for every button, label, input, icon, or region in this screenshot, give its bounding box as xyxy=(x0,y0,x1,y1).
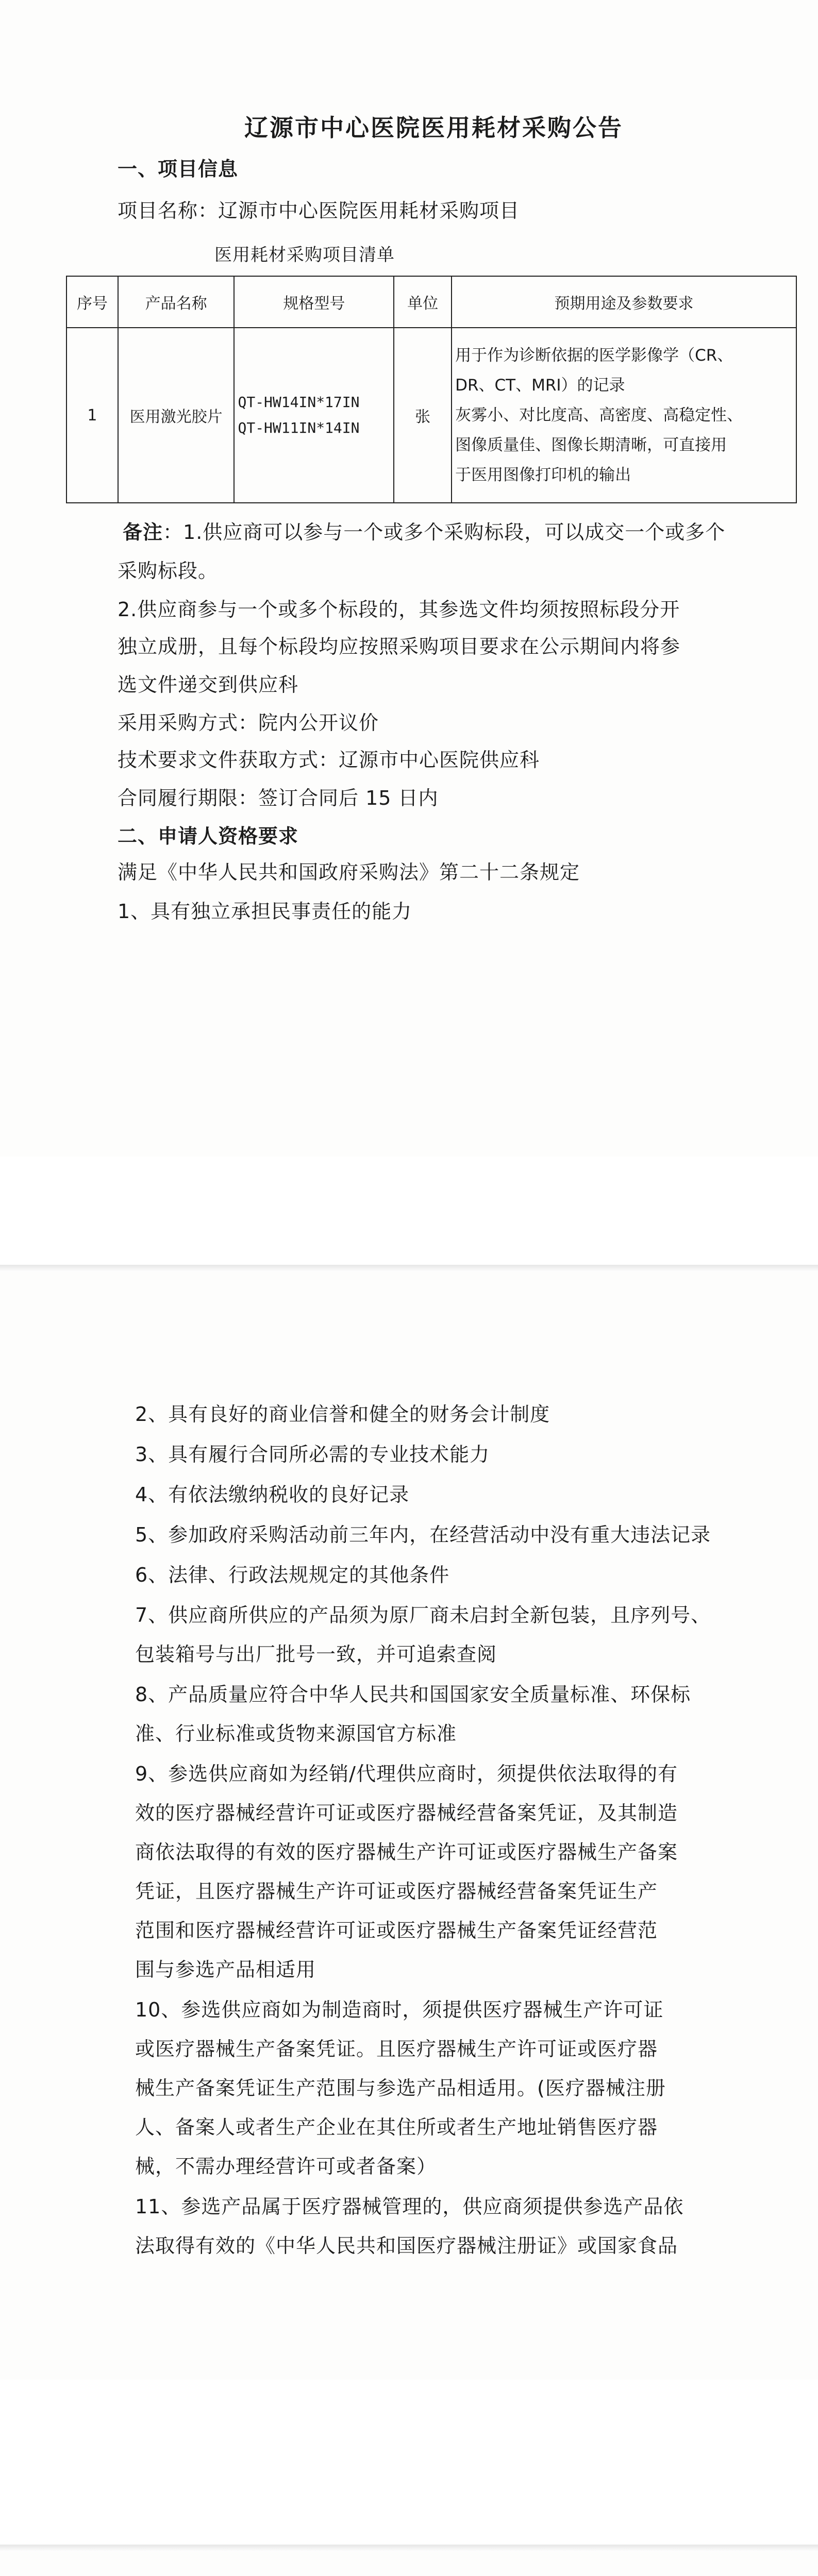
page-edge-2 xyxy=(0,1265,818,1272)
requirement-7-line-1: 7、供应商所供应的产品须为原厂商未启封全新包装，且序列号、 xyxy=(135,1604,711,1626)
cell-spec xyxy=(234,328,394,503)
page-gap-1 xyxy=(0,1157,818,1265)
section-2-intro: 满足《中华人民共和国政府采购法》第二十二条规定 xyxy=(118,861,580,884)
requirement-6: 6、法律、行政法规规定的其他条件 xyxy=(135,1564,450,1586)
spec-2: QT-HW11IN*14IN xyxy=(238,419,360,436)
cell-desc xyxy=(452,328,796,503)
requirement-8-line-1: 8、产品质量应符合中华人民共和国国家安全质量标准、环保标 xyxy=(135,1683,691,1706)
requirement-7-line-2: 包装箱号与出厂批号一致，并可追索查阅 xyxy=(135,1643,497,1666)
procurement-method: 采用采购方式：院内公开议价 xyxy=(118,711,379,734)
requirement-10-line-5: 械，不需办理经营许可或者备案） xyxy=(135,2155,437,2178)
desc-line-4: 图像质量佳、图像长期清晰，可直接用 xyxy=(455,436,727,454)
note-label: 备注 xyxy=(123,521,163,544)
header-unit: 单位 xyxy=(394,276,452,328)
requirement-9-line-3: 商依法取得的有效的医疗器械生产许可证或医疗器械生产备案 xyxy=(135,1841,678,1863)
requirement-9-line-2: 效的医疗器械经营许可证或医疗器械经营备案凭证，及其制造 xyxy=(135,1802,678,1824)
desc-line-2: DR、CT、MRI）的记录 xyxy=(455,376,625,395)
requirement-2: 2、具有良好的商业信誉和健全的财务会计制度 xyxy=(135,1403,550,1426)
requirement-9-line-5: 范围和医疗器械经营许可证或医疗器械生产备案凭证经营范 xyxy=(135,1919,658,1942)
file-source: 技术要求文件获取方式：辽源市中心医院供应科 xyxy=(118,749,540,771)
spec-1: QT-HW14IN*17IN xyxy=(238,394,360,411)
page-3 xyxy=(0,2552,818,2576)
requirement-10-line-4: 人、备案人或者生产企业在其住所或者生产地址销售医疗器 xyxy=(135,2116,658,2139)
header-desc: 预期用途及参数要求 xyxy=(452,276,796,328)
project-name: 项目名称：辽源市中心医院医用耗材采购项目 xyxy=(118,199,520,222)
note-2-line-1: 2.供应商参与一个或多个标段的，其参选文件均须按照标段分开 xyxy=(118,598,680,621)
requirement-10-line-3: 械生产备案凭证生产范围与参选产品相适用。(医疗器械注册 xyxy=(135,2077,666,2099)
requirement-3: 3、具有履行合同所必需的专业技术能力 xyxy=(135,1443,490,1466)
contract-period: 合同履行期限：签订合同后 15 日内 xyxy=(118,787,439,809)
requirement-1: 1、具有独立承担民事责任的能力 xyxy=(118,900,412,923)
section-2-heading: 二、申请人资格要求 xyxy=(118,825,299,848)
cell-no: 1 xyxy=(66,328,118,503)
table-header-row xyxy=(66,276,796,328)
desc-line-5: 于医用图像打印机的输出 xyxy=(455,466,631,484)
cell-name: 医用激光胶片 xyxy=(118,328,235,503)
note-1-line-2: 采购标段。 xyxy=(118,560,219,582)
items-table xyxy=(66,276,797,503)
note-1-text: ：1.供应商可以参与一个或多个采购标段，可以成交一个或多个 xyxy=(163,521,726,544)
page-gap-2 xyxy=(0,2380,818,2545)
requirement-9-line-4: 凭证，且医疗器械生产许可证或医疗器械经营备案凭证生产 xyxy=(135,1880,658,1903)
requirement-11-line-2: 法取得有效的《中华人民共和国医疗器械注册证》或国家食品 xyxy=(135,2234,678,2257)
desc-line-1: 用于作为诊断依据的医学影像学（CR、 xyxy=(455,346,733,365)
requirement-4: 4、有依法缴纳税收的良好记录 xyxy=(135,1483,410,1506)
cell-unit: 张 xyxy=(394,328,452,503)
note-2-line-2: 独立成册，且每个标段均应按照采购项目要求在公示期间内将参 xyxy=(118,635,681,658)
page-edge-3 xyxy=(0,2545,818,2552)
requirement-5: 5、参加政府采购活动前三年内，在经营活动中没有重大违法记录 xyxy=(135,1523,711,1546)
table-row xyxy=(66,328,796,503)
header-no: 序号 xyxy=(66,276,118,328)
requirement-11-line-1: 11、参选产品属于医疗器械管理的，供应商须提供参选产品依 xyxy=(135,2195,684,2218)
note-1-line-1 xyxy=(123,520,725,544)
header-spec: 规格型号 xyxy=(234,276,394,328)
requirement-8-line-2: 准、行业标准或货物来源国官方标准 xyxy=(135,1722,457,1745)
section-1-heading: 一、项目信息 xyxy=(118,158,239,180)
desc-line-3: 灰雾小、对比度高、高密度、高稳定性、 xyxy=(455,406,743,425)
requirement-9-line-1: 9、参选供应商如为经销/代理供应商时，须提供依法取得的有 xyxy=(135,1762,678,1785)
document-title: 辽源市中心医院医用耗材采购公告 xyxy=(244,114,623,142)
note-2-line-3: 选文件递交到供应科 xyxy=(118,673,299,696)
table-caption: 医用耗材采购项目清单 xyxy=(214,245,395,265)
requirement-10-line-2: 或医疗器械生产备案凭证。且医疗器械生产许可证或医疗器 xyxy=(135,2038,658,2060)
requirement-9-line-6: 围与参选产品相适用 xyxy=(135,1958,316,1981)
header-name: 产品名称 xyxy=(118,276,235,328)
requirement-10-line-1: 10、参选供应商如为制造商时，须提供医疗器械生产许可证 xyxy=(135,1998,664,2021)
